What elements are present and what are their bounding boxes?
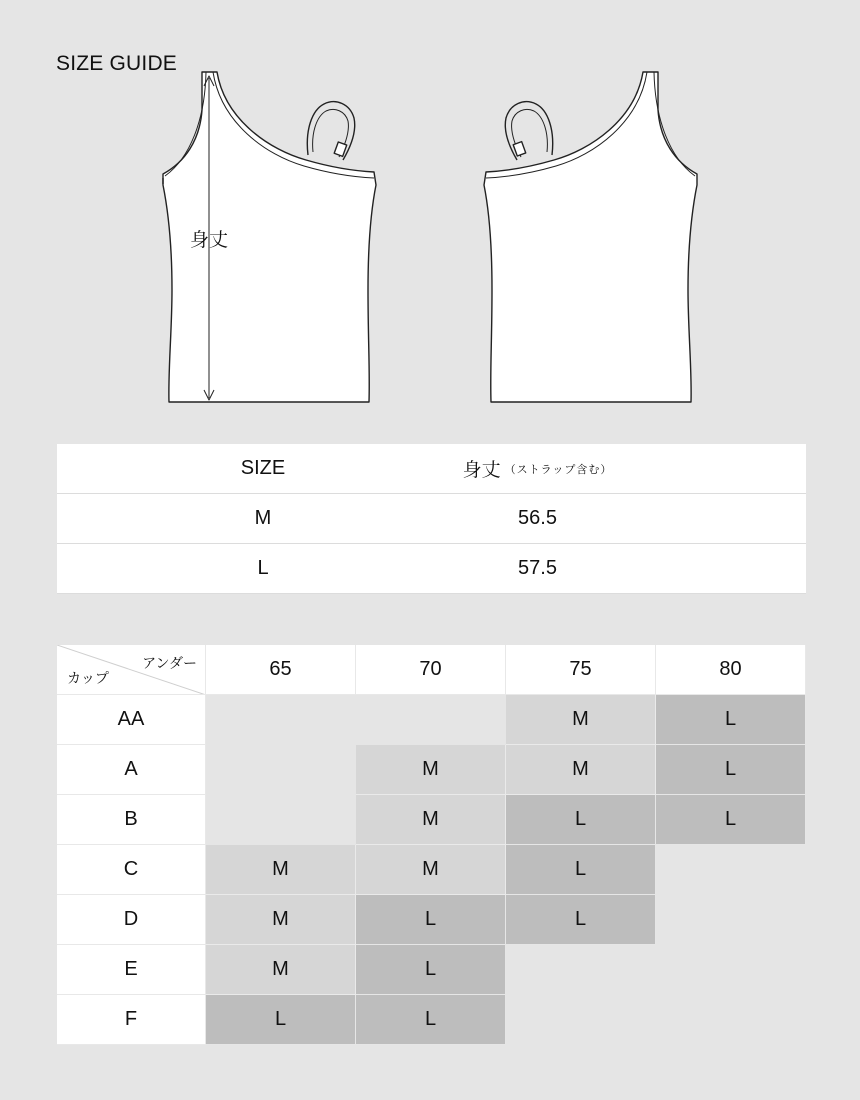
size-cell: L [656,795,806,845]
size-cell: L [656,695,806,745]
size-cell: M [356,845,506,895]
size-cell [356,695,506,745]
size-cell: M [254,507,272,529]
length-column-header [369,444,706,493]
cup-row [57,995,806,1045]
band-axis-label: アンダー [142,656,197,672]
cup-row [57,845,806,895]
measurement-row [57,494,806,544]
size-cell: M [356,745,506,795]
size-cell: L [206,995,356,1045]
page-title: SIZE GUIDE [56,52,178,75]
back-view [484,72,697,402]
cup-row [57,795,806,845]
size-cell: M [506,695,656,745]
band-header: 80 [656,645,806,695]
size-cell [656,945,806,995]
size-cell: M [356,795,506,845]
size-cell: L [506,895,656,945]
cup-label: A [57,745,206,795]
cup-label: F [57,995,206,1045]
band-header-row [57,645,806,695]
band-header: 65 [206,645,356,695]
size-cell [656,995,806,1045]
length-cell: 56.5 [518,507,557,529]
size-cell [656,895,806,945]
size-cell: L [656,745,806,795]
garment-illustrations [0,0,860,420]
size-cell [206,795,356,845]
height-measure-label: 身丈 [190,229,229,251]
cup-label: B [57,795,206,845]
size-cell: L [356,995,506,1045]
size-cell: M [506,745,656,795]
size-cell: L [506,795,656,845]
cup-size-table [57,645,806,1045]
size-cell: L [506,845,656,895]
size-cell: L [356,945,506,995]
cup-axis-label: カップ [67,671,109,687]
size-cell [656,845,806,895]
cup-label: C [57,845,206,895]
length-header-note: （ストラップ含む） [504,462,613,476]
band-header: 75 [506,645,656,695]
measurement-row [57,544,806,594]
size-cell: M [206,895,356,945]
measurement-table [57,444,806,594]
size-cell: M [206,845,356,895]
cup-label: E [57,945,206,995]
size-cell [506,995,656,1045]
cup-row [57,695,806,745]
band-header: 70 [356,645,506,695]
length-cell: 57.5 [518,557,557,579]
cup-row [57,945,806,995]
cup-row [57,895,806,945]
size-cell [206,745,356,795]
size-cell [206,695,356,745]
cup-label: AA [57,695,206,745]
length-header-text: 身丈 [462,459,501,481]
size-header-text: SIZE [240,457,286,479]
size-cell: M [206,945,356,995]
size-cell [506,945,656,995]
cup-row [57,745,806,795]
size-cell: L [356,895,506,945]
corner-header-cell [57,645,206,695]
cup-label: D [57,895,206,945]
measurement-header-row [57,444,806,494]
size-cell: L [257,557,269,579]
